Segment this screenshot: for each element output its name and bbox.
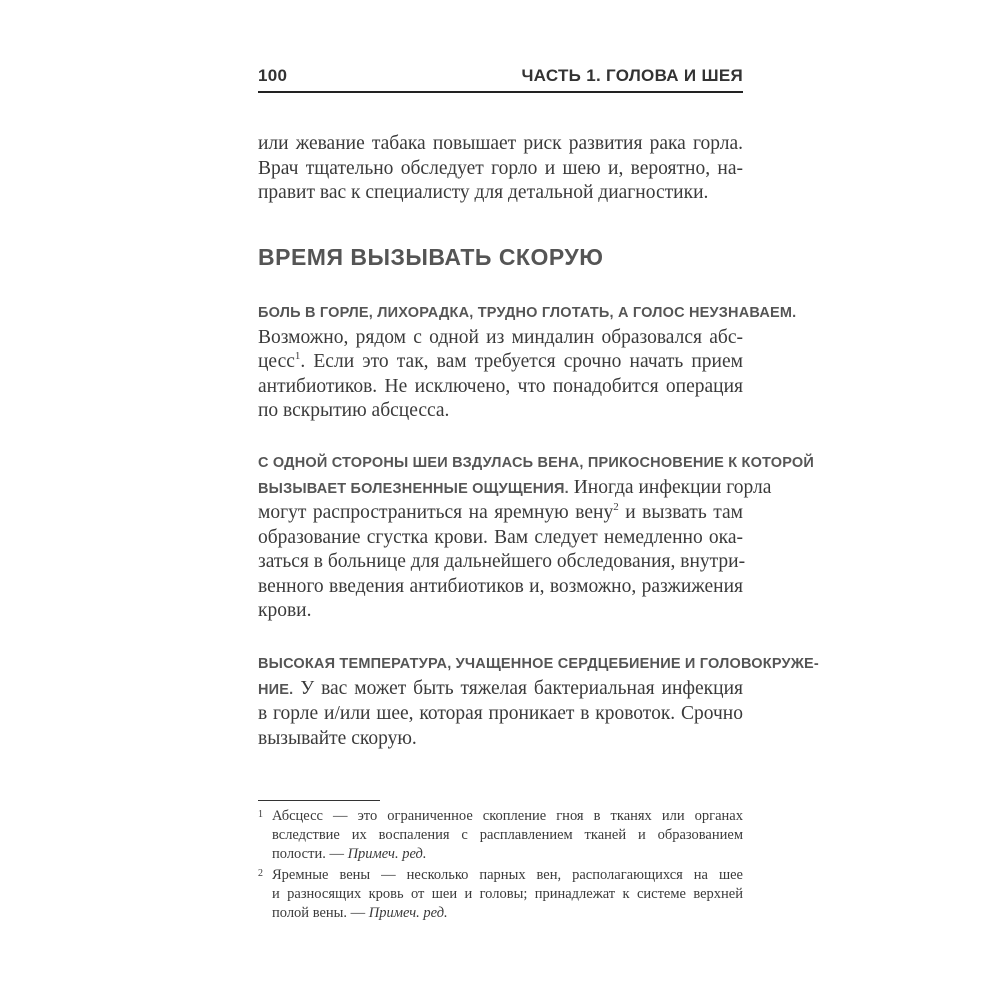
text-line: заться в больнице для дальнейшего обследования, внутри- [258,551,746,572]
footnote-number: 2 [258,868,263,879]
footnote-number: 1 [258,809,263,820]
text-line [258,300,797,326]
text-line: Врач тщательно обследует горло и шею и, вероятно, на- [258,157,743,179]
intro-paragraph [258,132,743,206]
item-lead: НИЕ. [258,681,294,698]
text-line [258,476,772,502]
text-line: вследствие их воспаления с расплавлением тканей и образованием [272,827,743,843]
text-line: крови. [258,600,312,621]
footnote-ref: 1 [294,349,301,362]
text-line: по вскрытию абсцесса. [258,400,450,421]
footnote-1 [258,807,743,864]
running-title: ЧАСТЬ 1. ГОЛОВА И ШЕЯ [521,66,743,85]
alert-item-3 [258,651,819,751]
footnote-2 [258,866,743,923]
text-line: в горле и/или шее, которая проникает в кровоток. Срочно [258,703,743,724]
text-fragment: У вас может быть тяжелая бактериальная инфекция [293,677,743,699]
text-line: Возможно, рядом с одной из миндалин образовался абс- [258,326,743,348]
text-fragment: полой вены. — [272,905,369,921]
text-line: образование сгустка крови. Вам следует немедленно ока- [258,526,743,548]
text-line [272,845,743,864]
text-line: Яремные вены — несколько парных вен, располагающихся на шее [272,867,743,883]
item-lead: ВЫСОКАЯ ТЕМПЕРАТУРА, УЧАЩЕННОЕ СЕРДЦЕБИЕНИЕ И ГОЛОВОКРУЖЕ- [258,656,819,672]
item-lead: БОЛЬ В ГОРЛЕ, ЛИХОРАДКА, ТРУДНО ГЛОТАТЬ, А ГОЛОС НЕУЗНАВАЕМ. [258,305,797,321]
text-line [258,350,743,375]
text-line: или жевание табака повышает риск развития рака горла. [258,133,743,154]
editor-note: Примеч. ред. [347,846,427,862]
alert-item-2 [258,450,815,624]
item-lead: С ОДНОЙ СТОРОНЫ ШЕИ ВЗДУЛАСЬ ВЕНА, ПРИКОСНОВЕНИЕ К КОТОРОЙ [258,455,815,471]
footnote-ref: 2 [613,500,619,513]
text-fragment: цесс [258,351,295,372]
text-line [258,651,819,677]
text-fragment: и вызвать там [618,502,743,523]
text-line: венного введения антибиотиков и, возможно, разжижения [258,575,743,597]
text-fragment: Иногда инфекции горла [568,476,772,498]
text-fragment: . Если это так, вам требуется срочно начать прием [300,351,743,372]
text-line: правит вас к специалисту для детальной диагностики. [258,182,709,203]
text-line [258,501,743,526]
text-line [258,677,743,703]
item-lead: ВЫЗЫВАЕТ БОЛЕЗНЕННЫЕ ОЩУЩЕНИЯ. [258,480,569,497]
text-line: и разносящих кровь от шеи и головы; принадлежат к системе верхней [272,886,743,902]
text-line [258,450,815,476]
text-line [272,904,743,923]
text-line: Абсцесс — это ограниченное скопление гноя в тканях или органах [272,808,743,824]
alert-item-1 [258,300,797,424]
page-number: 100 [258,66,288,85]
text-line: вызывайте скорую. [258,727,417,749]
text-fragment: полости. — [272,846,348,862]
section-title: ВРЕМЯ ВЫЗЫВАТЬ СКОРУЮ [258,244,604,270]
footnote-rule [258,800,380,801]
editor-note: Примеч. ред. [368,905,448,921]
header-rule [258,91,743,93]
text-fragment: могут распространиться на яремную вену [258,502,614,523]
text-line: антибиотиков. Не исключено, что понадобится операция [258,375,743,397]
